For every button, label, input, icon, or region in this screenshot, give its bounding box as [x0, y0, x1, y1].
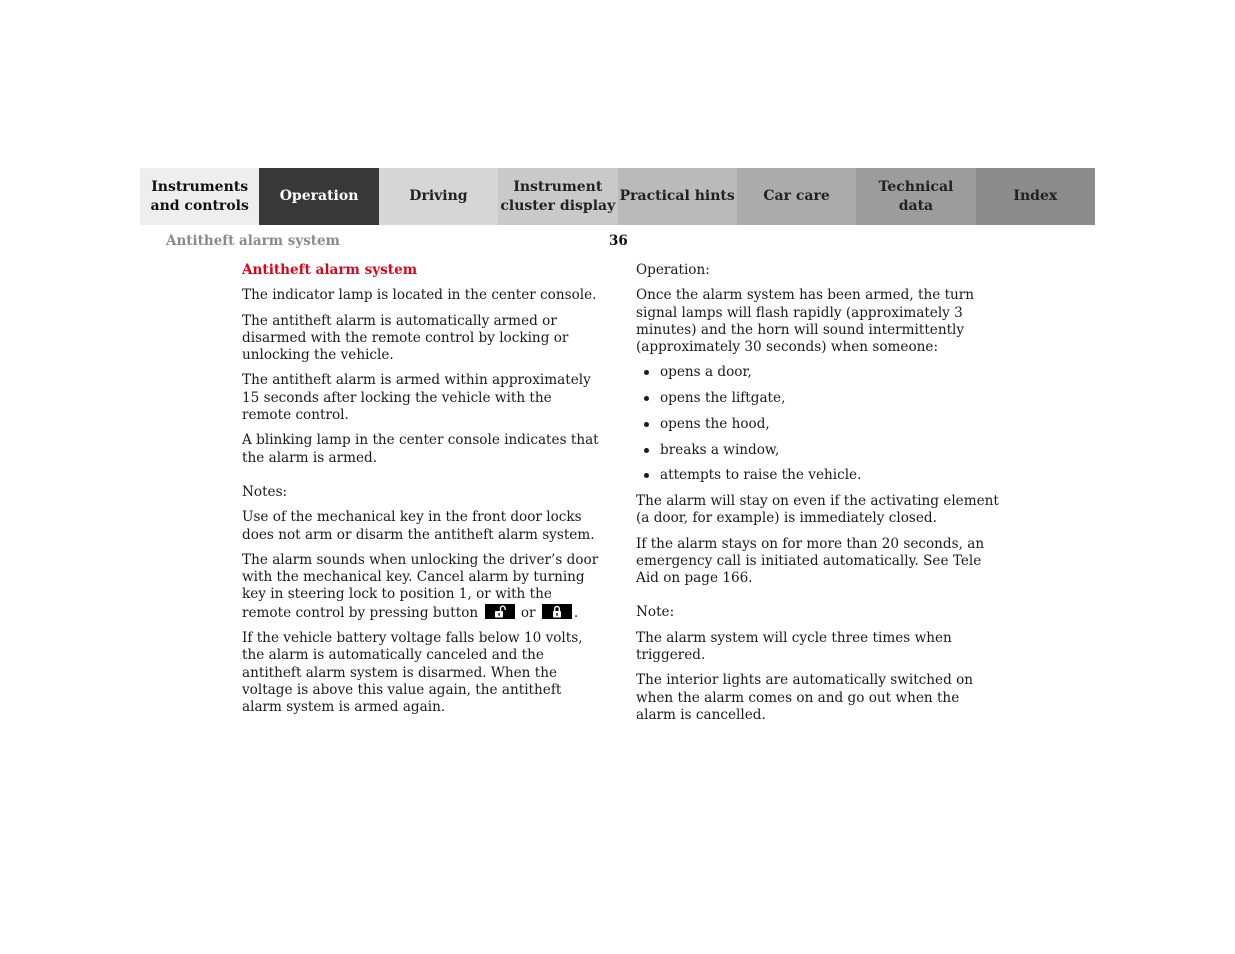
paragraph-alarm-stays: The alarm will stay on even if the activating element (a door, for example) is immediately closed.: [636, 492, 999, 527]
lock-button[interactable]: [542, 604, 572, 619]
tab-instruments-and-controls[interactable]: Instruments and controls: [140, 168, 259, 225]
lock-icon: [551, 605, 563, 618]
tab-instrument-cluster-display[interactable]: Instrument cluster display: [498, 168, 617, 225]
chapter-tabs: [140, 168, 1095, 225]
list-item: breaks a window,: [636, 442, 1000, 459]
list-item: attempts to raise the vehicle.: [636, 467, 1000, 484]
note-cancel-alarm-text: The alarm sounds when unlocking the driver’s door with the mechanical key. Cancel alarm by turning key in steering lock to position 1, or with the remote control by pressing button: [242, 551, 599, 621]
note-mechanical-key: Use of the mechanical key in the front door locks does not arm or disarm the antitheft alarm system.: [242, 509, 595, 543]
right-column: [636, 262, 1000, 732]
note-cancel-alarm: [242, 552, 604, 622]
list-item: opens a door,: [636, 364, 1000, 381]
operation-label: Operation:: [636, 262, 710, 278]
page-number: 36: [609, 233, 628, 249]
note-cycle: The alarm system will cycle three times when triggered.: [636, 629, 952, 663]
trigger-list: [636, 364, 1000, 484]
paragraph-emergency-call: If the alarm stays on for more than 20 seconds, an emergency call is initiated automatically. See Tele Aid on page 166.: [636, 535, 985, 587]
notes-label: Notes:: [242, 483, 288, 500]
note-battery-voltage: If the vehicle battery voltage falls below 10 volts, the alarm is automatically canceled and the antitheft alarm system is disarmed. When the voltage is above this value again, the antitheft alarm system is armed again.: [242, 630, 583, 716]
unlock-icon: [494, 605, 506, 618]
tab-index[interactable]: Index: [976, 168, 1095, 225]
tab-technical-data[interactable]: Technical data: [856, 168, 975, 225]
section-heading: Antitheft alarm system: [242, 262, 418, 278]
tab-practical-hints[interactable]: Practical hints: [618, 168, 737, 225]
list-item: opens the hood,: [636, 416, 1000, 433]
tab-operation[interactable]: Operation: [259, 168, 378, 225]
left-column: [242, 262, 604, 725]
paragraph-blinking-lamp: A blinking lamp in the center console indicates that the alarm is armed.: [242, 432, 599, 466]
paragraph-operation-intro: Once the alarm system has been armed, the turn signal lamps will flash rapidly (approximately 3 minutes) and the horn will sound intermittently (approximately 30 seconds) when someone:: [636, 287, 975, 356]
paragraph-indicator-lamp: The indicator lamp is located in the center console.: [242, 287, 597, 304]
period-text: .: [573, 604, 579, 621]
paragraph-arm-delay: The antitheft alarm is armed within approximately 15 seconds after locking the vehicle with the remote control.: [242, 372, 591, 424]
tab-car-care[interactable]: Car care: [737, 168, 856, 225]
section-title: Antitheft alarm system: [166, 233, 340, 249]
note-label: Note:: [636, 604, 675, 621]
tab-driving[interactable]: Driving: [379, 168, 498, 225]
list-item: opens the liftgate,: [636, 390, 1000, 407]
or-text: or: [520, 604, 536, 621]
note-interior-lights: The interior lights are automatically switched on when the alarm comes on and go out when the alarm is cancelled.: [636, 672, 974, 723]
unlock-button[interactable]: [485, 604, 515, 619]
paragraph-auto-armed: The antitheft alarm is automatically armed or disarmed with the remote control by locking or unlocking the vehicle.: [242, 312, 569, 364]
